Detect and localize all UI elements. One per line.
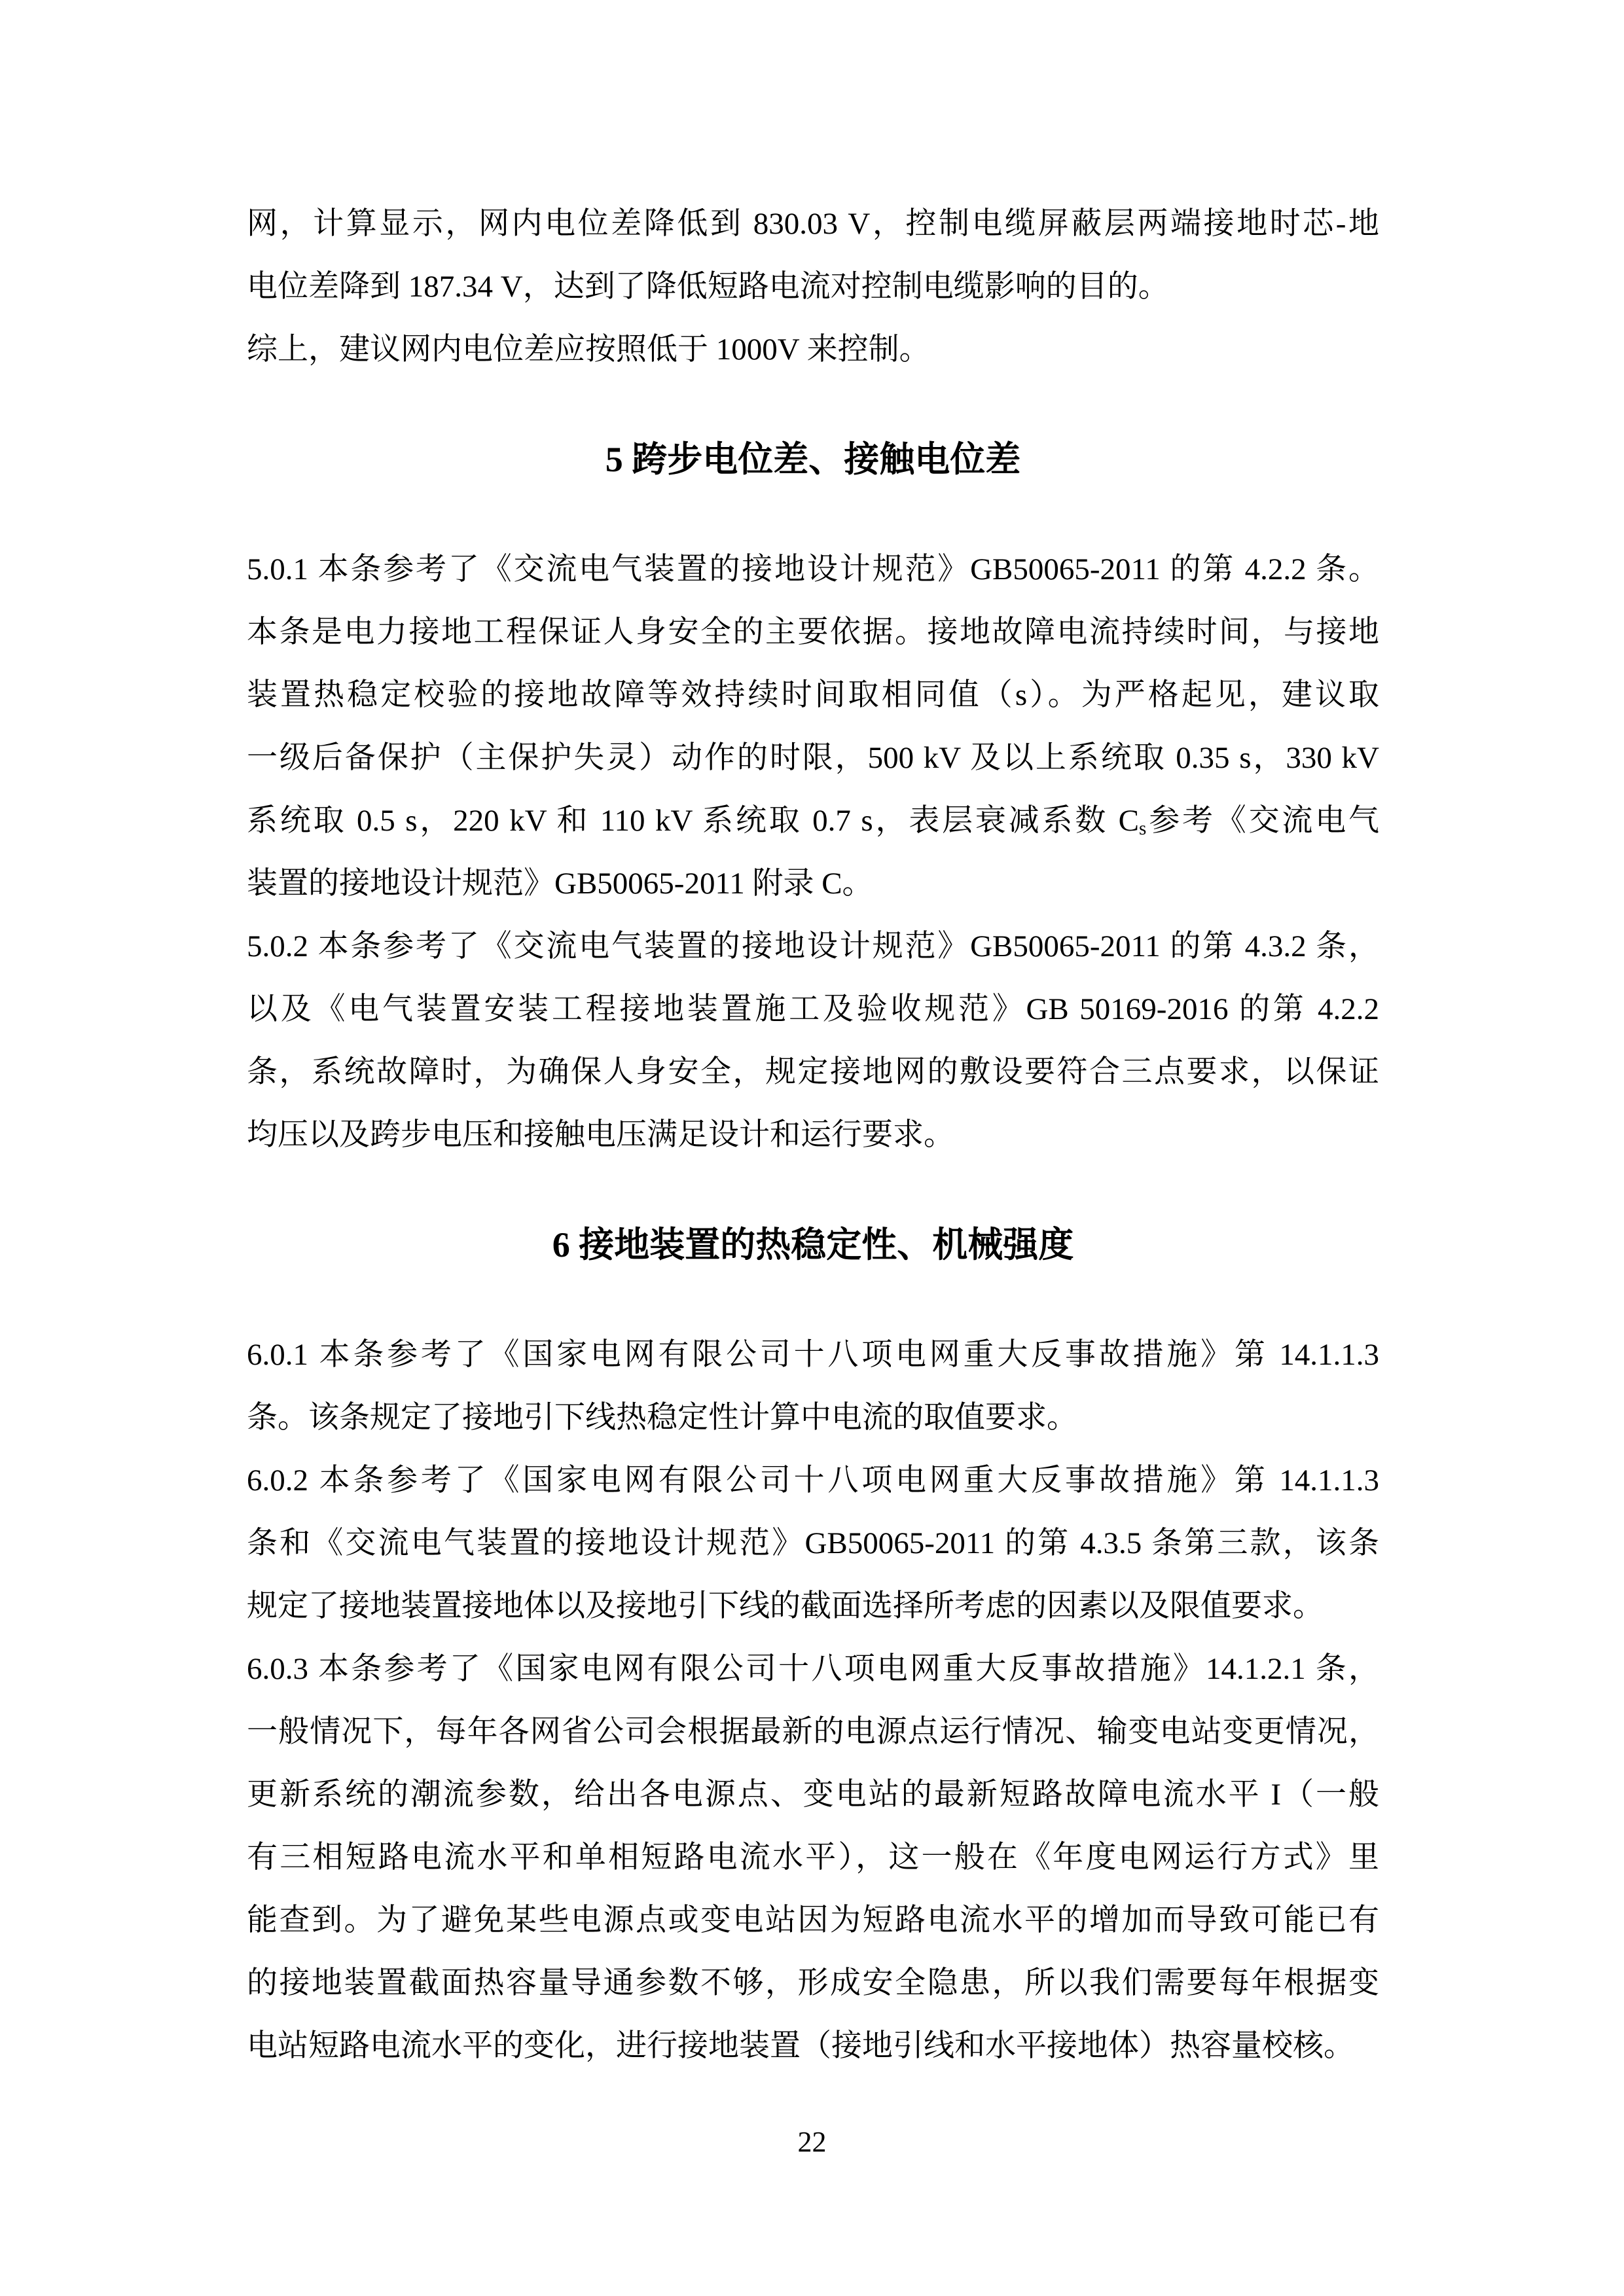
text-line: 以及《电气装置安装工程接地装置施工及验收规范》GB 50169-2016 的第 4.2.2 [247, 992, 1379, 1026]
text-line: 6.0.1 本条参考了《国家电网有限公司十八项电网重大反事故措施》第 14.1.1.3 [247, 1338, 1379, 1372]
text-line: 电站短路电流水平的变化，进行接地装置（接地引线和水平接地体）热容量校核。 [247, 2029, 1354, 2063]
text-line: 5.0.2 本条参考了《交流电气装置的接地设计规范》GB50065-2011 的第 4.3.2 条， [247, 929, 1379, 963]
text-line: 均压以及跨步电压和接触电压满足设计和运行要求。 [247, 1118, 954, 1152]
text-line: 的接地装置截面热容量导通参数不够，形成安全隐患，所以我们需要每年根据变 [247, 1966, 1379, 2000]
text-line: 更新系统的潮流参数，给出各电源点、变电站的最新短路故障电流水平 I（一般 [247, 1778, 1379, 1812]
text-line: 一级后备保护（主保护失灵）动作的时限，500 kV 及以上系统取 0.35 s，330 kV [247, 741, 1379, 775]
text-line: 电位差降到 187.34 V，达到了降低短路电流对控制电缆影响的目的。 [247, 270, 1169, 304]
text-line: 装置的接地设计规范》GB50065-2011 附录 C。 [247, 867, 873, 901]
text-line: 6.0.2 本条参考了《国家电网有限公司十八项电网重大反事故措施》第 14.1.1.3 [247, 1463, 1379, 1498]
text-line: 条和《交流电气装置的接地设计规范》GB50065-2011 的第 4.3.5 条第三款，该条 [247, 1526, 1379, 1560]
page-footer [0, 2126, 1624, 2159]
text-line: 本条是电力接地工程保证人身安全的主要依据。接地故障电流持续时间，与接地 [247, 615, 1379, 649]
text-line: 网，计算显示，网内电位差降低到 830.03 V，控制电缆屏蔽层两端接地时芯-地 [247, 207, 1379, 241]
text-line: 能查到。为了避免某些电源点或变电站因为短路电流水平的增加而导致可能已有 [247, 1903, 1379, 1937]
text-line: 5.0.1 本条参考了《交流电气装置的接地设计规范》GB50065-2011 的第 4.2.2 条。 [247, 552, 1379, 586]
text-line: 系统取 0.5 s，220 kV 和 110 kV 系统取 0.7 s，表层衰减系数 $C_s$参考《交流电气 [247, 804, 1380, 840]
section-heading: 5 跨步电位差、接触电位差 [605, 440, 1021, 479]
document-content [247, 192, 1379, 2077]
text-line: 有三相短路电流水平和单相短路电流水平），这一般在《年度电网运行方式》里 [247, 1840, 1379, 1874]
text-line: 6.0.3 本条参考了《国家电网有限公司十八项电网重大反事故措施》14.1.2.1 条， [247, 1652, 1379, 1686]
text-line: 综上，建议网内电位差应按照低于 1000V 来控制。 [247, 332, 930, 367]
page-number: 22 [797, 2126, 827, 2158]
text-line: 条。该条规定了接地引下线热稳定性计算中电流的取值要求。 [247, 1401, 1077, 1435]
text-line: 装置热稳定校验的接地故障等效持续时间取相同值（s）。为严格起见，建议取 [247, 678, 1379, 712]
text-line: 条，系统故障时，为确保人身安全，规定接地网的敷设要符合三点要求，以保证 [247, 1055, 1379, 1089]
section-heading: 6 接地装置的热稳定性、机械强度 [552, 1225, 1074, 1265]
subscript-text: s [1139, 818, 1147, 840]
text-line: 一般情况下，每年各网省公司会根据最新的电源点运行情况、输变电站变更情况， [247, 1715, 1379, 1749]
text-line: 规定了接地装置接地体以及接地引下线的截面选择所考虑的因素以及限值要求。 [247, 1589, 1324, 1623]
